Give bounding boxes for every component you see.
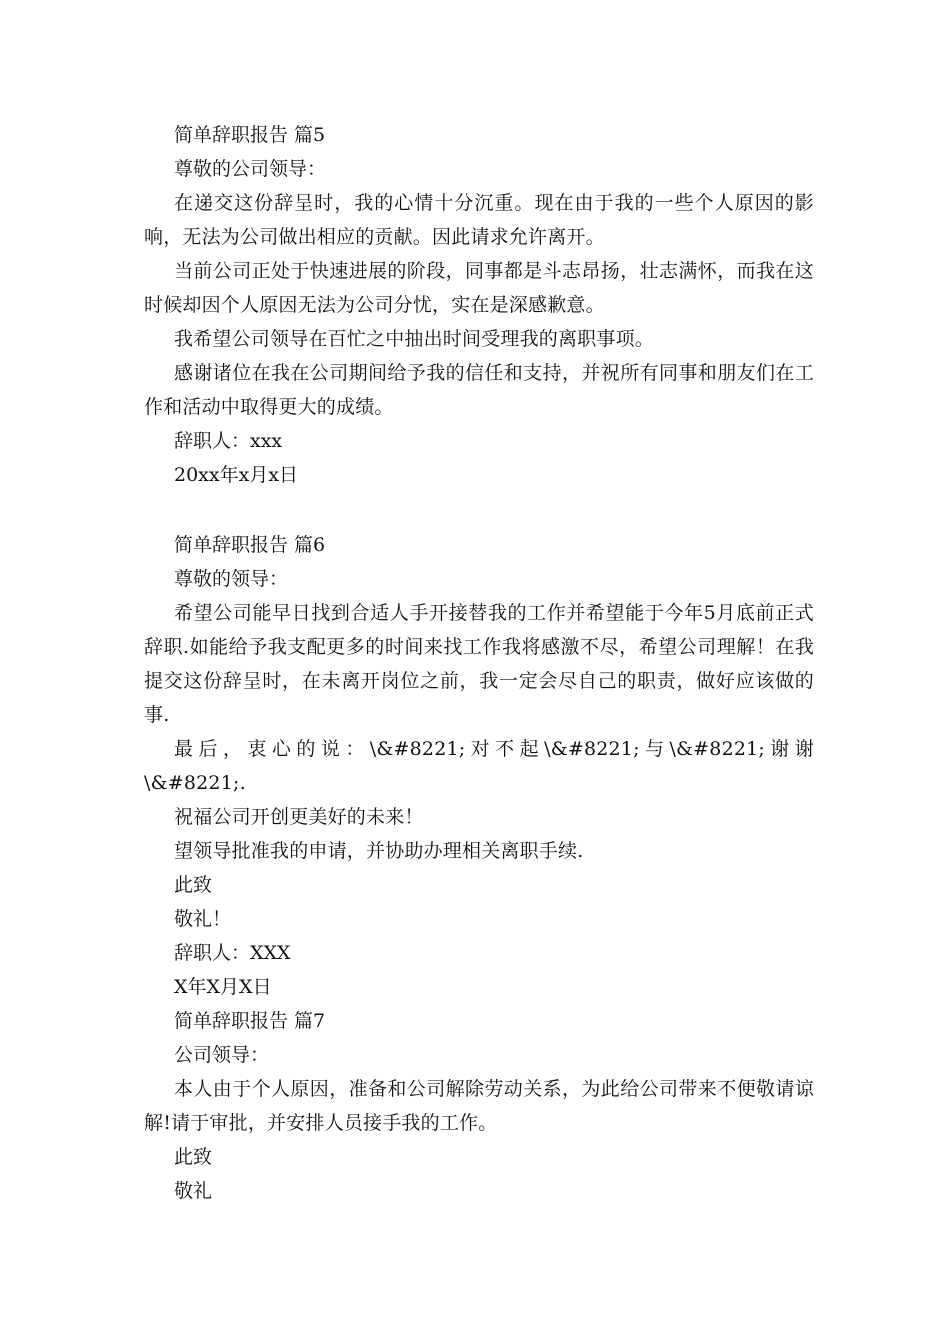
section-7-closing: 此致 <box>174 1146 213 1168</box>
section-6-paragraph: 祝福公司开创更美好的未来！ <box>174 806 424 828</box>
section-5-salutation: 尊敬的公司领导： <box>174 158 327 180</box>
section-6-paragraph: 希望公司能早日找到合适人手开接替我的工作并希望能于今年5月底前正式辞职.如能给予我支配更多的时间来找工作我将感激不尽，希望公司理解！在我提交这份辞呈时，在未离开岗位之前，我一定会尽自己的职责，做好应该做的事. <box>144 602 814 726</box>
section-6-title: 简单辞职报告 篇6 <box>174 534 326 556</box>
section-5-signer: 辞职人：xxx <box>174 430 283 452</box>
section-spacer <box>144 492 814 528</box>
section-5 <box>144 118 814 492</box>
section-5-title: 简单辞职报告 篇5 <box>174 124 326 146</box>
section-7-paragraph: 本人由于个人原因，准备和公司解除劳动关系，为此给公司带来不便敬请谅解!请于审批，并安排人员接手我的工作。 <box>144 1078 814 1134</box>
section-5-paragraph: 在递交这份辞呈时，我的心情十分沉重。现在由于我的一些个人原因的影响，无法为公司做出相应的贡献。因此请求允许离开。 <box>144 192 814 248</box>
document-body <box>144 118 814 1208</box>
section-7 <box>144 1004 814 1208</box>
section-7-title: 简单辞职报告 篇7 <box>174 1010 326 1032</box>
section-6-paragraph: 望领导批准我的申请，并协助办理相关离职手续. <box>174 840 584 862</box>
section-6-closing: 此致 <box>174 874 213 896</box>
section-5-paragraph: 我希望公司领导在百忙之中抽出时间受理我的离职事项。 <box>174 328 655 350</box>
section-5-paragraph: 感谢诸位在我在公司期间给予我的信任和支持，并祝所有同事和朋友们在工作和活动中取得更大的成绩。 <box>144 362 814 418</box>
section-7-closing-salute: 敬礼 <box>174 1180 213 1202</box>
section-6-signer: 辞职人：XXX <box>174 942 291 964</box>
section-6-paragraph: 最后，衷心的说：\&#8221;对不起\&#8221;与\&#8221;谢谢\&#8221;. <box>144 738 814 794</box>
section-6-date: X年X月X日 <box>174 976 272 998</box>
section-6-closing-salute: 敬礼！ <box>174 908 232 930</box>
section-6 <box>144 528 814 1004</box>
section-7-salutation: 公司领导： <box>174 1044 270 1066</box>
section-5-date: 20xx年x月x日 <box>174 464 299 486</box>
section-6-salutation: 尊敬的领导： <box>174 568 289 590</box>
section-5-paragraph: 当前公司正处于快速进展的阶段，同事都是斗志昂扬，壮志满怀，而我在这时候却因个人原因无法为公司分忧，实在是深感歉意。 <box>144 260 814 316</box>
